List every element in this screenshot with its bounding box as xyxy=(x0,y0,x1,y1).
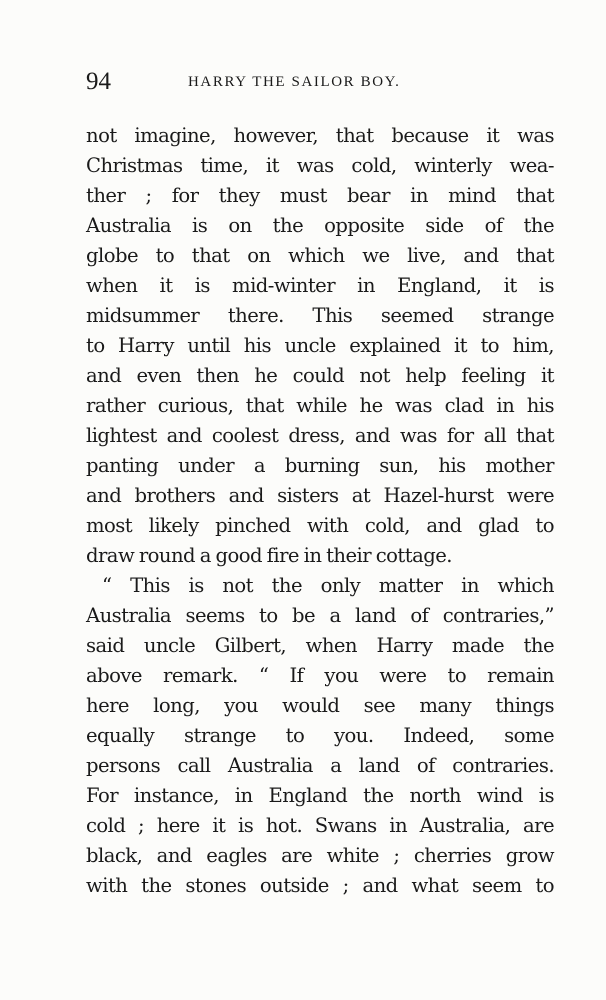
text-line: equally strange to you. Indeed, some xyxy=(86,724,554,747)
text-line: midsummer there. This seemed strange xyxy=(86,304,554,327)
text-line: above remark. “ If you were to remain xyxy=(86,664,554,687)
text-line: not imagine, however, that because it was xyxy=(86,124,554,147)
text-line: globe to that on which we live, and that xyxy=(86,244,554,267)
page-number: 94 xyxy=(86,68,111,95)
running-head xyxy=(86,68,556,96)
text-line: to Harry until his uncle explained it to him, xyxy=(86,334,554,357)
text-line: Australia seems to be a land of contraries,” xyxy=(86,604,554,627)
text-line: ther ; for they must bear in mind that xyxy=(86,184,554,207)
text-line: cold ; here it is hot. Swans in Australia, are xyxy=(86,814,554,837)
text-line: and even then he could not help feeling it xyxy=(86,364,554,387)
text-line: persons call Australia a land of contraries. xyxy=(86,754,554,777)
text-line: Christmas time, it was cold, winterly wea- xyxy=(86,154,554,177)
text-line: and brothers and sisters at Hazel-hurst were xyxy=(86,484,554,507)
text-line: most likely pinched with cold, and glad to xyxy=(86,514,554,537)
text-line: panting under a burning sun, his mother xyxy=(86,454,554,477)
running-title: HARRY THE SAILOR BOY. xyxy=(188,74,401,90)
text-line: black, and eagles are white ; cherries grow xyxy=(86,844,554,867)
text-line: rather curious, that while he was clad in his xyxy=(86,394,554,417)
text-line: here long, you would see many things xyxy=(86,694,554,717)
text-line: lightest and coolest dress, and was for all that xyxy=(86,424,554,447)
text-line: with the stones outside ; and what seem to xyxy=(86,874,554,897)
body-text xyxy=(86,121,554,901)
paragraph-first-line: “ This is not the only matter in which xyxy=(102,574,554,597)
text-line: For instance, in England the north wind is xyxy=(86,784,554,807)
text-line: when it is mid-winter in England, it is xyxy=(86,274,554,297)
paragraph-last-line: draw round a good fire in their cottage. xyxy=(86,544,452,567)
text-line: said uncle Gilbert, when Harry made the xyxy=(86,634,554,657)
text-line: Australia is on the opposite side of the xyxy=(86,214,554,237)
